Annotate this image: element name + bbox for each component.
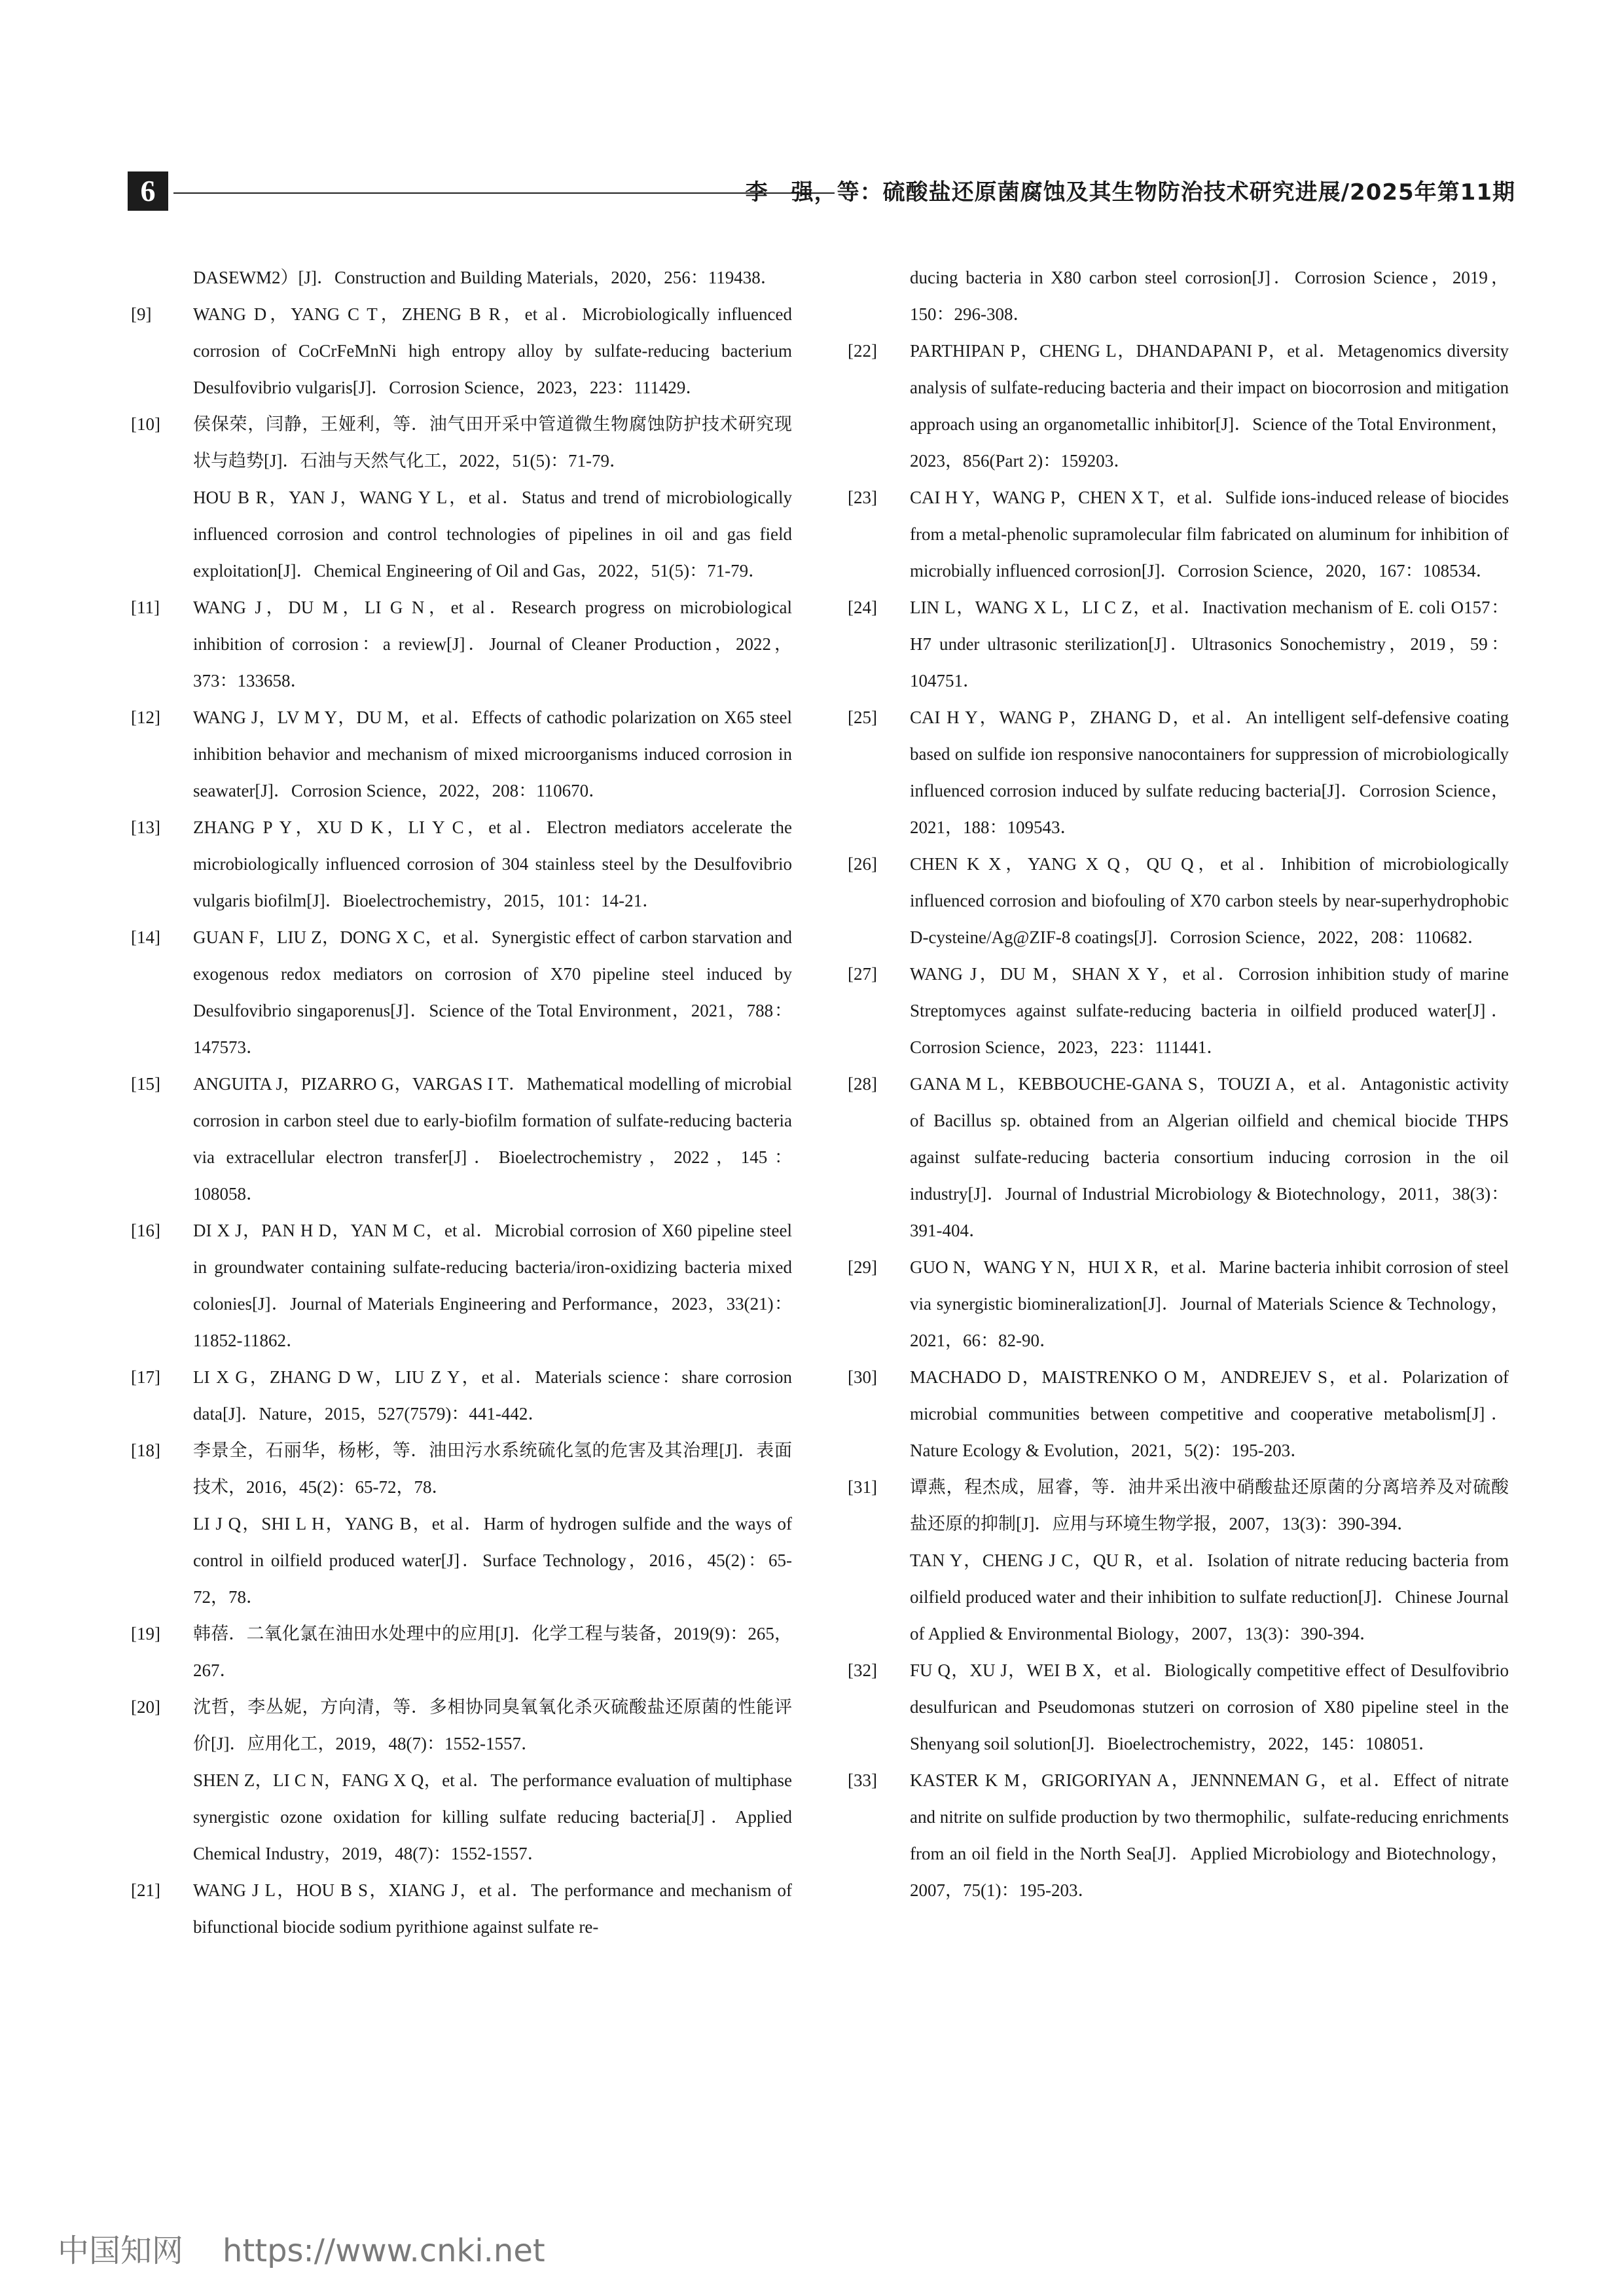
reference-citation: LIN L，WANG X L，LI C Z，et al．Inactivation mechanism of E. coli O157：H7 under ultrasonic sterilization[J]．Ultrasonics Sonochemistry，2019，59：104751． <box>910 598 1509 691</box>
reference-item <box>848 846 1509 956</box>
reference-citation: FU Q，XU J，WEI B X，et al．Biologically competitive effect of Desulfovibrio desulfurican and Pseudomonas stutzeri on corrosion of X80 pipeline steel in the Shenyang soil solution[J]．Bioelectrochemistry，2022，145：108051． <box>910 1660 1509 1753</box>
reference-item <box>848 956 1509 1066</box>
reference-citation: WANG J，DU M，LI G N，et al．Research progress on microbiological inhibition of corrosion：a review[J]．Journal of Cleaner Production，2022，373：133658． <box>193 598 792 691</box>
reference-number: [32] <box>848 1660 877 1680</box>
reference-number: [16] <box>131 1221 160 1240</box>
reference-list-right <box>848 332 1509 1909</box>
right-column <box>848 259 1509 1909</box>
reference-number: [27] <box>848 964 877 984</box>
reference-citation: GUO N，WANG Y N，HUI X R，et al．Marine bacteria inhibit corrosion of steel via synergistic biomineralization[J]．Journal of Materials Science & Technology，2021，66：82-90． <box>910 1257 1509 1350</box>
reference-number: [21] <box>131 1880 160 1900</box>
reference-text <box>193 1066 792 1212</box>
reference-text <box>910 1249 1509 1359</box>
reference-item <box>131 1872 792 1945</box>
header-rule <box>173 192 835 194</box>
reference-text <box>193 1359 792 1432</box>
reference-item <box>848 332 1509 479</box>
reference-item <box>131 1432 792 1615</box>
reference-citation: ANGUITA J，PIZARRO G，VARGAS I T．Mathematical modelling of microbial corrosion in carbon steel due to early-biofilm formation of sulfate-reducing bacteria via extracellular electron transfer[J]．Bioelectrochemistry，2022，145：108058． <box>193 1074 792 1204</box>
reference-number: [15] <box>131 1074 160 1094</box>
reference-citation: CAI H Y，WANG P，ZHANG D，et al．An intelligent self-defensive coating based on sulfide ion responsive nanocontainers for suppression of microbiologically influenced corrosion induced by sulfate reducing bacteria[J]．Corrosion Science，2021，188：109543． <box>910 708 1509 837</box>
reference-continuation <box>193 259 792 296</box>
reference-citation: MACHADO D，MAISTRENKO O M，ANDREJEV S，et al．Polarization of microbial communities between competitive and cooperative metabolism[J]．Nature Ecology & Evolution，2021，5(2)：195-203． <box>910 1367 1509 1460</box>
continuation-text: ducing bacteria in X80 carbon steel corrosion[J]．Corrosion Science，2019，150：296-308． <box>910 268 1509 324</box>
reference-text <box>193 699 792 809</box>
reference-number: [18] <box>131 1441 160 1460</box>
reference-number: [29] <box>848 1257 877 1277</box>
reference-text <box>193 1212 792 1359</box>
watermark-site-name: 中国知网 <box>58 2233 184 2269</box>
reference-item <box>848 1249 1509 1359</box>
reference-citation: 侯保荣，闫静，王娅利，等．油气田开采中管道微生物腐蚀防护技术研究现状与趋势[J]．石油与天然气化工，2022，51(5)：71-79． <box>193 414 792 471</box>
reference-citation: WANG J L，HOU B S，XIANG J，et al．The performance and mechanism of bifunctional biocide sodium pyrithione against sulfate re- <box>193 1880 792 1937</box>
reference-citation: 谭燕，程杰成，屈睿，等．油井采出液中硝酸盐还原菌的分离培养及对硫酸盐还原的抑制[J]．应用与环境生物学报，2007，13(3)：390-394． <box>910 1477 1509 1534</box>
reference-text <box>193 919 792 1066</box>
reference-number: [24] <box>848 598 877 617</box>
reference-text <box>193 406 792 589</box>
reference-item <box>848 1359 1509 1469</box>
reference-number: [20] <box>131 1697 160 1717</box>
reference-item <box>848 1762 1509 1909</box>
reference-item <box>131 1212 792 1359</box>
reference-item <box>131 589 792 699</box>
reference-item <box>131 1066 792 1212</box>
reference-citation: 李景全，石丽华，杨彬，等．油田污水系统硫化氢的危害及其治理[J]．表面技术，2016，45(2)：65-72，78． <box>193 1441 792 1497</box>
reference-citation: WANG J，DU M，SHAN X Y，et al．Corrosion inhibition study of marine Streptomyces against sulfate-reducing bacteria in oilfield produced water[J]．Corrosion Science，2023，223：111441． <box>910 964 1509 1057</box>
reference-item <box>848 699 1509 846</box>
reference-text <box>910 1359 1509 1469</box>
running-title: 李 强，等：硫酸盐还原菌腐蚀及其生物防治技术研究进展/2025年第11期 <box>745 179 1515 206</box>
reference-text <box>193 1615 792 1689</box>
left-column <box>131 259 792 1945</box>
reference-text <box>910 1652 1509 1762</box>
reference-number: [9] <box>131 304 152 324</box>
reference-item <box>848 589 1509 699</box>
watermark-url: https://www.cnki.net <box>223 2233 545 2269</box>
reference-number: [10] <box>131 414 160 434</box>
reference-citation: TAN Y，CHENG J C，QU R，et al．Isolation of nitrate reducing bacteria from oilfield produced water and their inhibition to sulfate reduction[J]．Chinese Journal of Applied & Environmental Biology，2007，13(3)：390-394． <box>910 1551 1509 1643</box>
reference-text <box>910 1066 1509 1249</box>
reference-citation: LI J Q，SHI L H，YANG B，et al．Harm of hydrogen sulfide and the ways of control in oilfield produced water[J]．Surface Technology，2016，45(2)：65-72，78． <box>193 1514 792 1607</box>
reference-text <box>193 296 792 406</box>
reference-number: [11] <box>131 598 160 617</box>
reference-text <box>193 1872 792 1945</box>
reference-item <box>848 1066 1509 1249</box>
reference-number: [19] <box>131 1624 160 1643</box>
reference-item <box>131 296 792 406</box>
reference-item <box>131 1689 792 1872</box>
reference-text <box>910 479 1509 589</box>
reference-text <box>193 809 792 919</box>
reference-text <box>193 1689 792 1872</box>
reference-number: [28] <box>848 1074 877 1094</box>
reference-citation: 韩蓓．二氧化氯在油田水处理中的应用[J]．化学工程与装备，2019(9)：265，267． <box>193 1624 792 1680</box>
reference-text <box>193 589 792 699</box>
reference-item <box>131 699 792 809</box>
reference-item <box>131 1359 792 1432</box>
reference-citation: WANG D，YANG C T，ZHENG B R，et al．Microbiologically influenced corrosion of CoCrFeMnNi high entropy alloy by sulfate-reducing bacterium Desulfovibrio vulgaris[J]．Corrosion Science，2023，223：111429． <box>193 304 792 397</box>
reference-item <box>848 1652 1509 1762</box>
reference-citation: CAI H Y，WANG P，CHEN X T，et al．Sulfide ions-induced release of biocides from a metal-phenolic supramolecular film fabricated on aluminum for inhibition of microbially influenced corrosion[J]．Corrosion Science，2020，167：108534． <box>910 488 1509 581</box>
reference-number: [12] <box>131 708 160 727</box>
reference-citation: LI X G，ZHANG D W，LIU Z Y，et al．Materials science：share corrosion data[J]．Nature，2015，527(7579)：441-442． <box>193 1367 792 1424</box>
reference-number: [13] <box>131 817 160 837</box>
reference-citation: DI X J，PAN H D，YAN M C，et al．Microbial corrosion of X60 pipeline steel in groundwater containing sulfate-reducing bacteria/iron-oxidizing bacteria mixed colonies[J]．Journal of Materials Engineering and Performance，2023，33(21)：11852-11862． <box>193 1221 792 1350</box>
reference-number: [23] <box>848 488 877 507</box>
reference-number: [26] <box>848 854 877 874</box>
reference-text <box>910 332 1509 479</box>
reference-number: [31] <box>848 1477 877 1497</box>
reference-citation: GUAN F，LIU Z，DONG X C，et al．Synergistic effect of carbon starvation and exogenous redox mediators on corrosion of X70 pipeline steel induced by Desulfovibrio singaporenus[J]．Science of the Total Environment，2021，788：147573． <box>193 927 792 1057</box>
reference-text <box>910 1762 1509 1909</box>
reference-citation: KASTER K M，GRIGORIYAN A，JENNNEMAN G，et al．Effect of nitrate and nitrite on sulfide production by two thermophilic，sulfate-reducing enrichments from an oil field in the North Sea[J]．Applied Microbiology and Biotechnology，2007，75(1)：195-203． <box>910 1770 1509 1900</box>
reference-text <box>910 956 1509 1066</box>
reference-item <box>131 919 792 1066</box>
reference-citation: GANA M L，KEBBOUCHE-GANA S，TOUZI A，et al．Antagonistic activity of Bacillus sp. obtained from an Algerian oilfield and chemical biocide THPS against sulfate-reducing bacteria consortium inducing corrosion in the oil industry[J]．Journal of Industrial Microbiology & Biotechnology，2011，38(3)：391-404． <box>910 1074 1509 1240</box>
reference-item <box>848 1469 1509 1652</box>
reference-number: [17] <box>131 1367 160 1387</box>
reference-citation: 沈哲，李丛妮，方向清，等．多相协同臭氧氧化杀灭硫酸盐还原菌的性能评价[J]．应用化工，2019，48(7)：1552-1557． <box>193 1697 792 1753</box>
reference-text <box>910 699 1509 846</box>
continuation-text: DASEWM2）[J]．Construction and Building Materials，2020，256：119438． <box>193 268 778 287</box>
reference-citation: CHEN K X，YANG X Q，QU Q，et al．Inhibition of microbiologically influenced corrosion and biofouling of X70 carbon steels by near-superhydrophobic D-cysteine/Ag@ZIF-8 coatings[J]．Corrosion Science，2022，208：110682． <box>910 854 1509 947</box>
running-header <box>128 171 1515 211</box>
reference-item <box>848 479 1509 589</box>
reference-text <box>910 846 1509 956</box>
reference-number: [22] <box>848 341 877 361</box>
reference-text <box>910 1469 1509 1652</box>
reference-number: [33] <box>848 1770 877 1790</box>
reference-number: [14] <box>131 927 160 947</box>
reference-continuation <box>910 259 1509 332</box>
reference-citation: WANG J，LV M Y，DU M，et al．Effects of cathodic polarization on X65 steel inhibition behavior and mechanism of mixed microorganisms induced corrosion in seawater[J]．Corrosion Science，2022，208：110670． <box>193 708 792 800</box>
cnki-watermark <box>58 2225 545 2270</box>
reference-citation: PARTHIPAN P，CHENG L，DHANDAPANI P，et al．Metagenomics diversity analysis of sulfate-reducing bacteria and their impact on biocorrosion and mitigation approach using an organometallic inhibitor[J]．Science of the Total Environment，2023，856(Part 2)：159203． <box>910 341 1509 471</box>
reference-item <box>131 406 792 589</box>
reference-number: [25] <box>848 708 877 727</box>
reference-text <box>193 1432 792 1615</box>
reference-text <box>910 589 1509 699</box>
page-number: 6 <box>128 171 168 211</box>
reference-citation: SHEN Z，LI C N，FANG X Q，et al．The performance evaluation of multiphase synergistic ozone oxidation for killing sulfate reducing bacteria[J]．Applied Chemical Industry，2019，48(7)：1552-1557． <box>193 1770 792 1863</box>
reference-citation: HOU B R，YAN J，WANG Y L，et al．Status and trend of microbiologically influenced corrosion and control technologies of pipelines in oil and gas field exploitation[J]．Chemical Engineering of Oil and Gas，2022，51(5)：71-79． <box>193 488 792 581</box>
reference-number: [30] <box>848 1367 877 1387</box>
reference-item <box>131 1615 792 1689</box>
reference-list-left <box>131 296 792 1945</box>
reference-item <box>131 809 792 919</box>
reference-citation: ZHANG P Y，XU D K，LI Y C，et al．Electron mediators accelerate the microbiologically influenced corrosion of 304 stainless steel by the Desulfovibrio vulgaris biofilm[J]．Bioelectrochemistry，2015，101：14-21． <box>193 817 792 910</box>
